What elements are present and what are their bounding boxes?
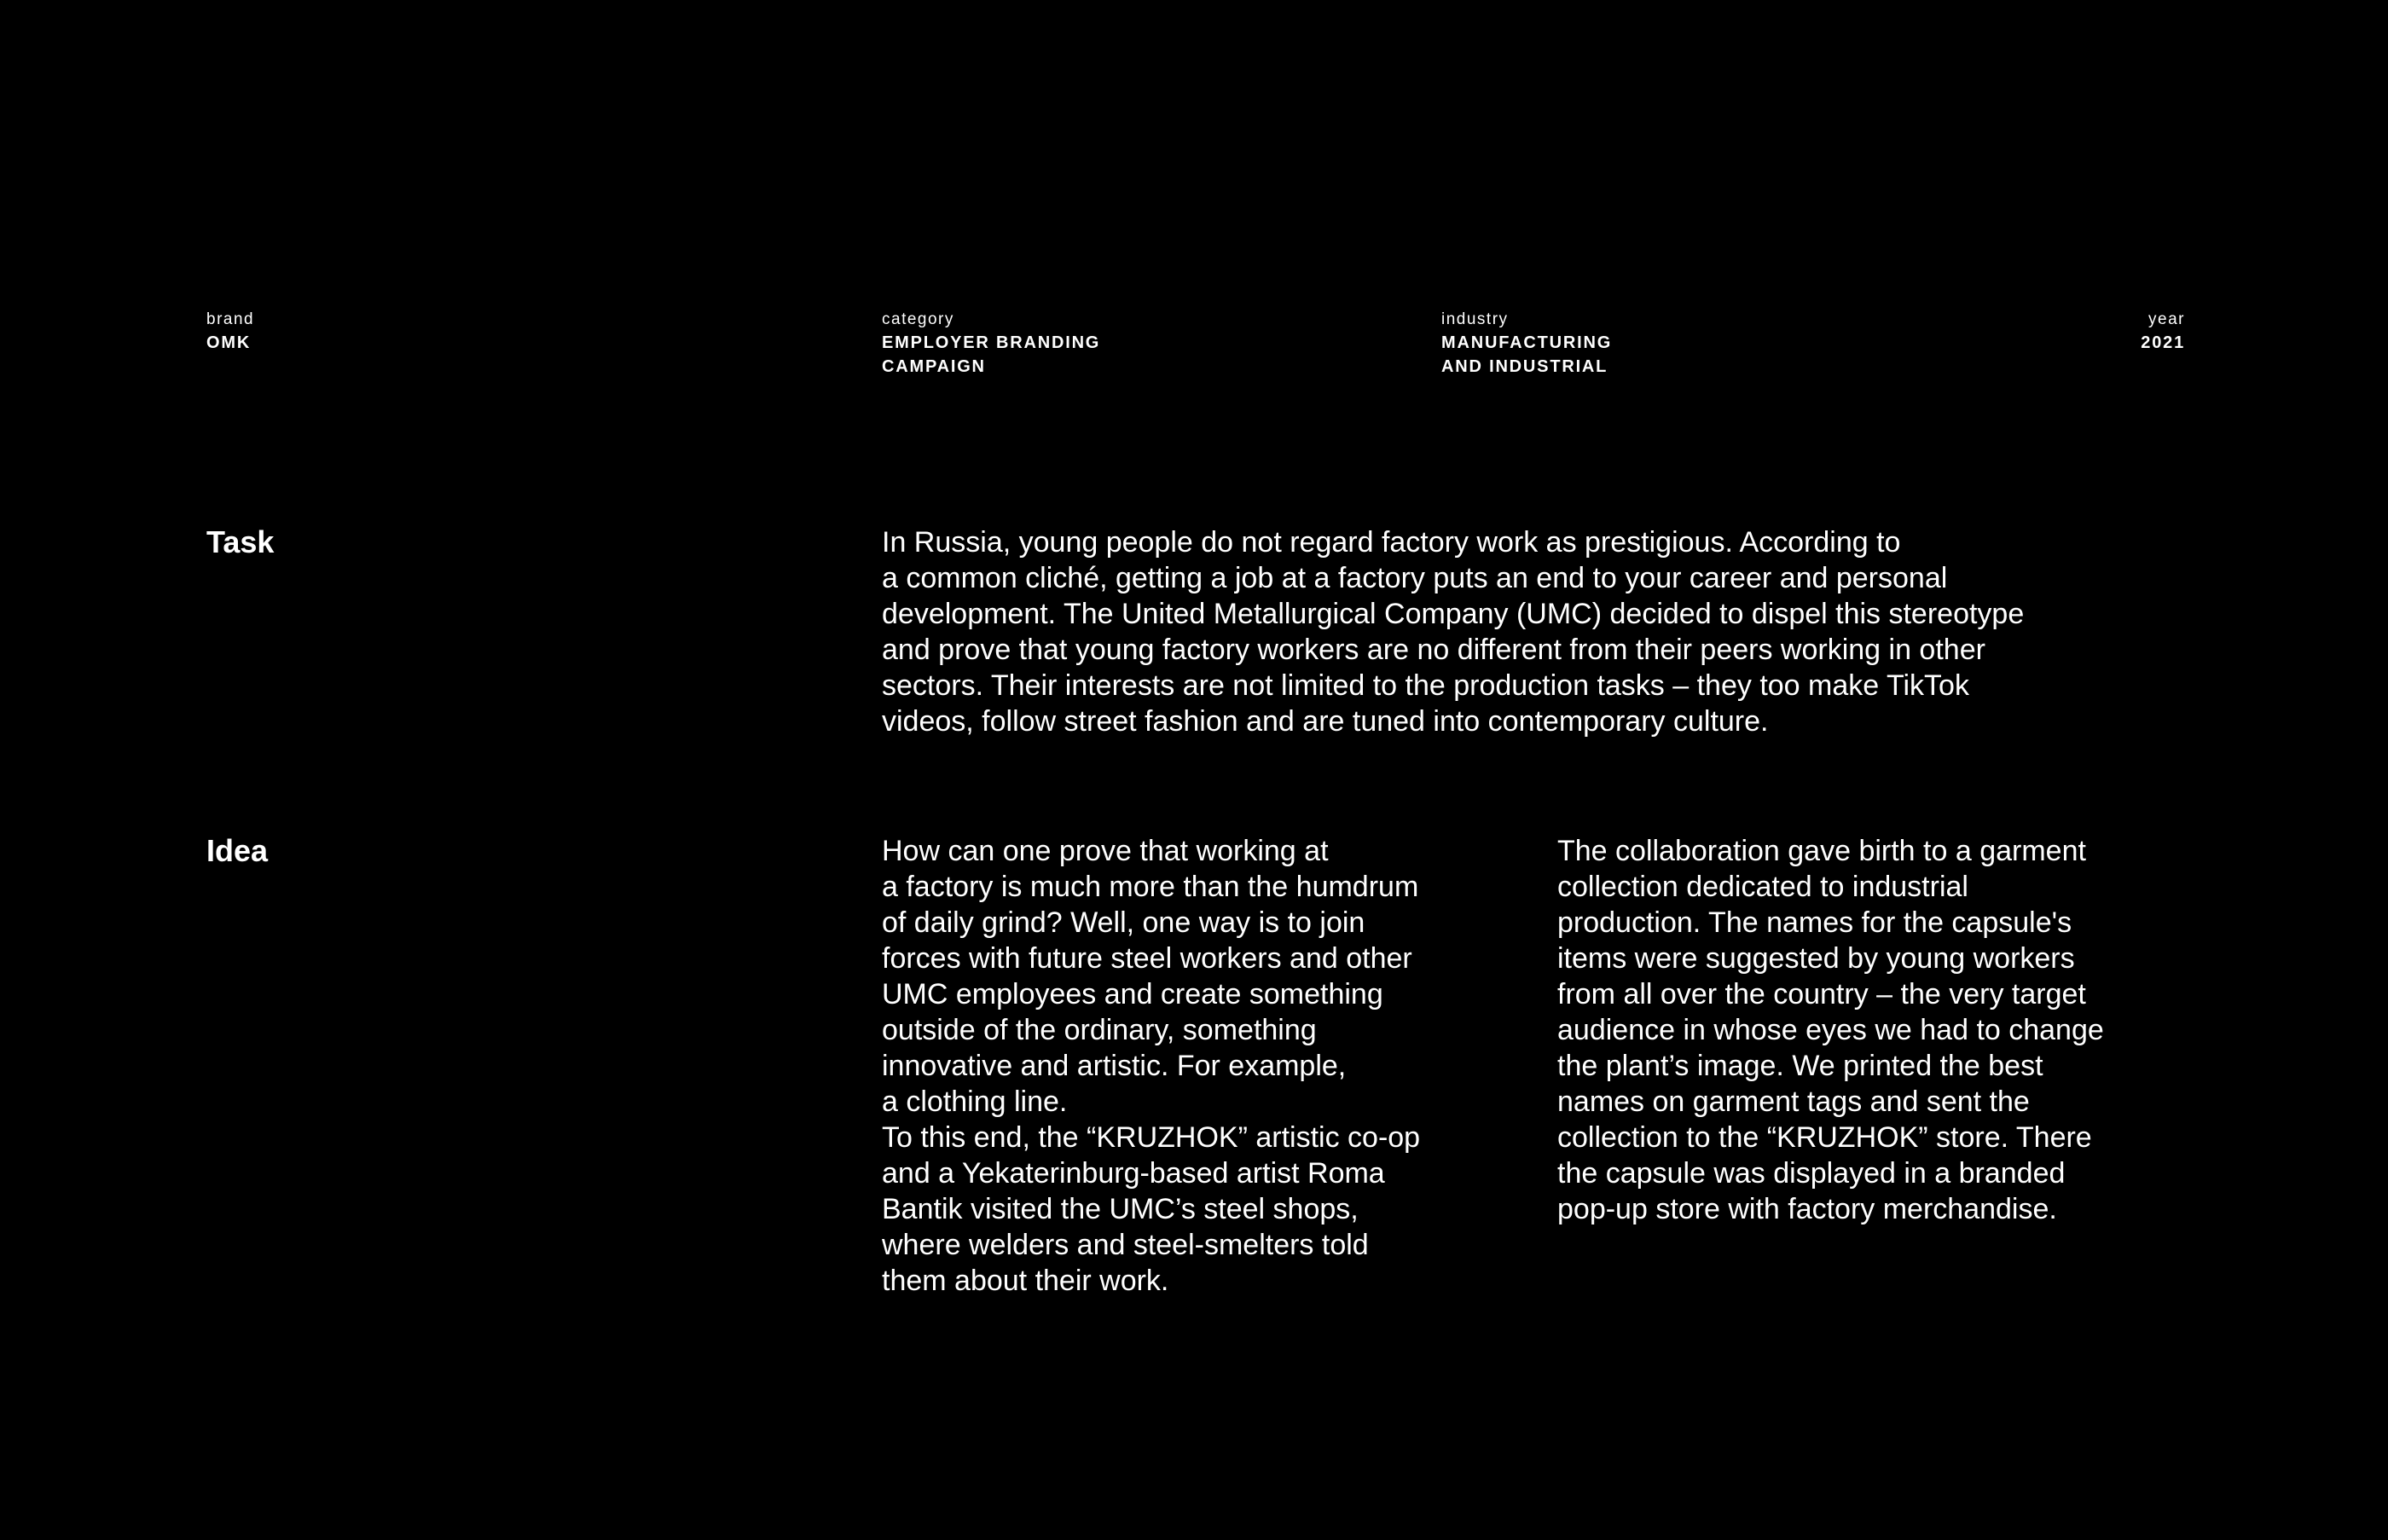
task-heading: Task [206,524,275,559]
idea-column-2 [1557,833,2104,1227]
task-line: development. The United Metallurgical Company (UMC) decided to dispel this stereotype [882,598,2025,630]
task-paragraph [882,524,2024,739]
meta-brand-label: brand [206,310,255,328]
idea-line: audience in whose eyes we had to change [1557,1014,2104,1046]
idea-line: production. The names for the capsule's [1557,906,2072,939]
idea-line: pop-up store with factory merchandise. [1557,1193,2057,1225]
meta-industry [1441,309,1612,379]
meta-year-value: 2021 [2141,333,2185,352]
meta-industry-value-line: MANUFACTURING [1441,333,1613,352]
meta-category-value [882,331,1100,379]
idea-line: names on garment tags and sent the [1557,1086,2030,1118]
idea-line: innovative and artistic. For example, [882,1050,1347,1082]
idea-line: How can one prove that working at [882,835,1329,867]
idea-line: collection to the “KRUZHOK” store. There [1557,1121,2092,1154]
idea-line: items were suggested by young workers [1557,942,2075,975]
idea-line: the plant’s image. We printed the best [1557,1050,2043,1082]
meta-category-value-line: EMPLOYER BRANDING [882,333,1101,352]
task-line: sectors. Their interests are not limited to the production tasks – they too make TikTok [882,669,1969,702]
meta-industry-value-line: AND INDUSTRIAL [1441,357,1608,376]
idea-line: forces with future steel workers and other [882,942,1412,975]
task-line: and prove that young factory workers are no different from their peers working in other [882,634,1985,666]
meta-year [2141,309,2185,355]
meta-year-label: year [2148,310,2185,328]
task-line: a common cliché, getting a job at a factory puts an end to your career and personal [882,562,1948,594]
idea-line: Bantik visited the UMC’s steel shops, [882,1193,1359,1225]
idea-column-1 [882,833,1420,1299]
task-line: videos, follow street fashion and are tuned into contemporary culture. [882,705,1769,738]
idea-line: The collaboration gave birth to a garment [1557,835,2086,867]
idea-line: of daily grind? Well, one way is to join [882,906,1365,939]
idea-line: where welders and steel-smelters told [882,1229,1369,1261]
idea-line: the capsule was displayed in a branded [1557,1157,2066,1190]
idea-line: and a Yekaterinburg-based artist Roma [882,1157,1385,1190]
meta-industry-value [1441,331,1612,379]
idea-line: a factory is much more than the humdrum [882,871,1419,903]
idea-line: from all over the country – the very target [1557,978,2086,1010]
idea-line: them about their work. [882,1265,1169,1297]
meta-brand-value: OMK [206,333,252,352]
idea-heading: Idea [206,833,269,868]
meta-category-label: category [882,310,954,328]
idea-line: UMC employees and create something [882,978,1383,1010]
idea-line: outside of the ordinary, something [882,1014,1317,1046]
meta-industry-label: industry [1441,310,1509,328]
meta-brand [206,309,254,355]
idea-line: To this end, the “KRUZHOK” artistic co-op [882,1121,1421,1154]
idea-line: a clothing line. [882,1086,1068,1118]
meta-category [882,309,1100,379]
meta-category-value-line: CAMPAIGN [882,357,986,376]
task-line: In Russia, young people do not regard factory work as prestigious. According to [882,526,1901,559]
idea-line: collection dedicated to industrial [1557,871,1968,903]
